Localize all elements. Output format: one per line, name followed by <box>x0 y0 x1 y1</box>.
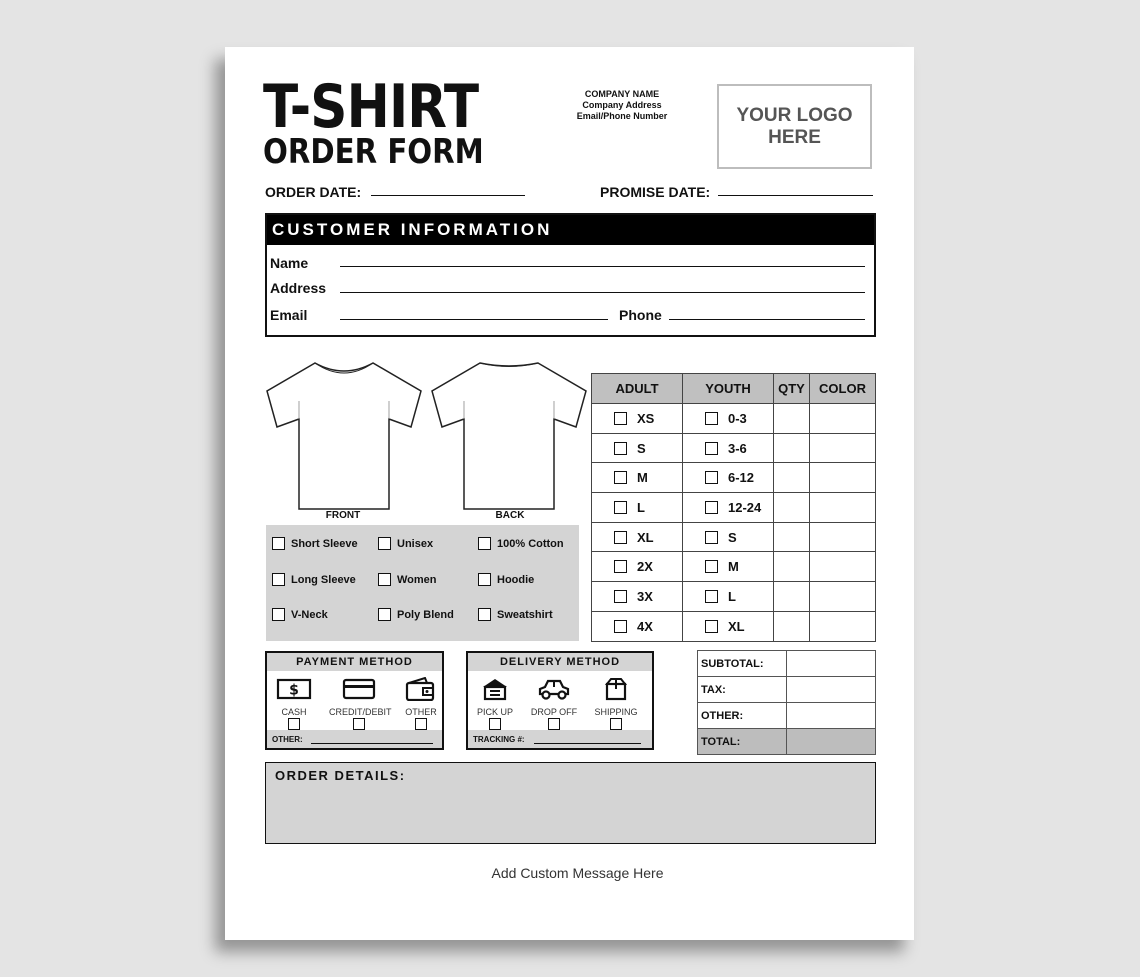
youth-size: 3-6 <box>728 440 747 456</box>
qty-cell[interactable] <box>774 404 810 434</box>
wallet-icon <box>403 677 439 701</box>
qty-cell[interactable] <box>774 611 810 641</box>
youth-size: 0-3 <box>728 410 747 426</box>
credit-card-icon <box>341 677 377 701</box>
checkbox[interactable] <box>272 608 285 621</box>
color-header: COLOR <box>810 374 876 404</box>
total-label: TOTAL: <box>698 729 787 755</box>
checkbox[interactable] <box>272 537 285 550</box>
payment-other-footer <box>267 730 442 748</box>
form-title: T-SHIRT <box>263 72 479 142</box>
email-label: Email <box>270 307 308 323</box>
tax-value[interactable] <box>787 677 876 703</box>
qty-cell[interactable] <box>774 522 810 552</box>
checkbox[interactable] <box>548 718 560 730</box>
checkbox[interactable] <box>610 718 622 730</box>
youth-size: S <box>728 529 737 545</box>
table-row <box>592 433 876 463</box>
tracking-field[interactable] <box>534 743 641 744</box>
delivery-dropoff-label: DROP OFF <box>530 707 578 717</box>
car-icon <box>536 677 572 701</box>
delivery-shipping-label: SHIPPING <box>594 707 638 717</box>
order-date-label: ORDER DATE: <box>265 184 362 200</box>
package-icon <box>598 677 634 701</box>
checkbox[interactable] <box>415 718 427 730</box>
payment-credit-label: CREDIT/DEBIT <box>329 707 392 717</box>
order-details-box[interactable] <box>265 762 876 844</box>
front-label: FRONT <box>325 510 361 521</box>
adult-size: 3X <box>637 588 653 604</box>
table-row <box>698 729 876 755</box>
checkbox[interactable] <box>378 573 391 586</box>
subtotal-value[interactable] <box>787 651 876 677</box>
delivery-pick-up[interactable] <box>465 677 525 735</box>
size-table-header <box>592 374 876 404</box>
order-date-field[interactable] <box>371 195 525 196</box>
table-row <box>592 552 876 582</box>
adult-size: M <box>637 470 648 486</box>
qty-cell[interactable] <box>774 463 810 493</box>
customer-info-section <box>265 213 876 337</box>
youth-size: M <box>728 559 739 575</box>
payment-other[interactable] <box>391 677 451 735</box>
subtotal-label: SUBTOTAL: <box>698 651 787 677</box>
payment-other-field[interactable] <box>311 743 433 744</box>
checkbox[interactable] <box>614 501 627 514</box>
checkbox[interactable] <box>378 608 391 621</box>
table-row <box>592 611 876 641</box>
name-field[interactable] <box>340 266 865 267</box>
checkbox[interactable] <box>705 620 718 633</box>
delivery-shipping[interactable] <box>586 677 646 735</box>
customer-info-heading: CUSTOMER INFORMATION <box>267 215 874 245</box>
option-sweatshirt[interactable]: Sweatshirt <box>478 608 553 621</box>
checkbox[interactable] <box>705 590 718 603</box>
adult-size: S <box>637 440 646 456</box>
tracking-label: TRACKING #: <box>473 735 525 744</box>
payment-other-label: OTHER <box>405 707 437 717</box>
qty-cell[interactable] <box>774 433 810 463</box>
option-long-sleeve[interactable]: Long Sleeve <box>272 573 356 586</box>
cash-icon <box>276 677 312 701</box>
form-subtitle: ORDER FORM <box>263 132 484 172</box>
adult-size: L <box>637 499 645 515</box>
name-label: Name <box>270 255 309 271</box>
table-row <box>698 703 876 729</box>
adult-size: 4X <box>637 618 653 634</box>
checkbox[interactable] <box>353 718 365 730</box>
style-options <box>266 525 579 641</box>
checkbox[interactable] <box>614 471 627 484</box>
checkbox[interactable] <box>378 537 391 550</box>
checkbox[interactable] <box>614 620 627 633</box>
adult-size: 2X <box>637 559 653 575</box>
table-row <box>592 463 876 493</box>
qty-cell[interactable] <box>774 552 810 582</box>
table-row <box>592 493 876 523</box>
delivery-method-box <box>466 651 654 750</box>
order-form-page <box>225 47 914 940</box>
payment-method-box <box>265 651 444 750</box>
promise-date-label: PROMISE DATE: <box>600 184 711 200</box>
company-address: Company Address <box>582 100 662 110</box>
youth-header: YOUTH <box>683 374 774 404</box>
payment-other-foot-label: OTHER: <box>272 735 303 744</box>
color-cell[interactable] <box>810 552 876 582</box>
table-row <box>592 582 876 612</box>
store-icon <box>477 677 513 701</box>
checkbox[interactable] <box>614 442 627 455</box>
checkbox[interactable] <box>705 412 718 425</box>
option-unisex[interactable]: Unisex <box>378 537 433 550</box>
youth-size: XL <box>728 618 745 634</box>
table-row <box>698 677 876 703</box>
option-women[interactable]: Women <box>378 573 437 586</box>
other-value[interactable] <box>787 703 876 729</box>
color-cell[interactable] <box>810 463 876 493</box>
qty-cell[interactable] <box>774 493 810 523</box>
checkbox[interactable] <box>288 718 300 730</box>
tshirt-back-icon <box>430 361 588 513</box>
checkbox[interactable] <box>705 560 718 573</box>
option-poly-blend[interactable]: Poly Blend <box>378 608 454 621</box>
checkbox[interactable] <box>489 718 501 730</box>
order-details-label: ORDER DETAILS: <box>275 768 406 783</box>
checkbox[interactable] <box>705 531 718 544</box>
adult-size: XL <box>637 529 654 545</box>
address-label: Address <box>270 280 327 296</box>
company-info <box>562 89 682 122</box>
adult-size: XS <box>637 410 655 426</box>
tshirt-front-icon <box>265 361 423 513</box>
option-short-sleeve[interactable]: Short Sleeve <box>272 537 358 550</box>
custom-message: Add Custom Message Here <box>491 865 664 881</box>
table-row <box>592 522 876 552</box>
qty-cell[interactable] <box>774 582 810 612</box>
email-field[interactable] <box>340 319 608 320</box>
svg-text:$: $ <box>289 682 299 699</box>
youth-size: 12-24 <box>728 499 762 515</box>
checkbox[interactable] <box>614 560 627 573</box>
size-table <box>591 373 876 642</box>
phone-field[interactable] <box>669 319 865 320</box>
color-cell[interactable] <box>810 404 876 434</box>
adult-header: ADULT <box>592 374 683 404</box>
back-label: BACK <box>495 510 525 521</box>
youth-size: 6-12 <box>728 470 755 486</box>
checkbox[interactable] <box>614 412 627 425</box>
color-cell[interactable] <box>810 522 876 552</box>
checkbox[interactable] <box>478 573 491 586</box>
phone-label: Phone <box>619 307 662 323</box>
color-cell[interactable] <box>810 582 876 612</box>
checkbox[interactable] <box>614 531 627 544</box>
payment-credit-debit[interactable] <box>329 677 392 735</box>
tracking-footer <box>468 730 652 748</box>
delivery-drop-off[interactable] <box>524 677 584 735</box>
company-name: COMPANY NAME <box>584 89 660 99</box>
color-cell[interactable] <box>810 493 876 523</box>
totals-table <box>697 650 876 755</box>
payment-cash-label: CASH <box>281 707 307 717</box>
company-contact: Email/Phone Number <box>576 111 668 121</box>
checkbox[interactable] <box>272 573 285 586</box>
promise-date-field[interactable] <box>718 195 873 196</box>
other-label: OTHER: <box>698 703 787 729</box>
option-v-neck[interactable]: V-Neck <box>272 608 328 621</box>
color-cell[interactable] <box>810 433 876 463</box>
address-field[interactable] <box>340 292 865 293</box>
option-100-cotton[interactable]: 100% Cotton <box>478 537 564 550</box>
checkbox[interactable] <box>705 442 718 455</box>
qty-header: QTY <box>774 374 810 404</box>
color-cell[interactable] <box>810 611 876 641</box>
table-row <box>698 651 876 677</box>
payment-method-heading: PAYMENT METHOD <box>267 653 442 671</box>
checkbox[interactable] <box>614 590 627 603</box>
payment-cash[interactable] <box>264 677 324 735</box>
delivery-pickup-label: PICK UP <box>476 707 513 717</box>
delivery-method-heading: DELIVERY METHOD <box>468 653 652 671</box>
table-row <box>592 404 876 434</box>
checkbox[interactable] <box>478 608 491 621</box>
option-hoodie[interactable]: Hoodie <box>478 573 534 586</box>
total-value[interactable] <box>787 729 876 755</box>
checkbox[interactable] <box>478 537 491 550</box>
checkbox[interactable] <box>705 501 718 514</box>
logo-placeholder: YOUR LOGO HERE <box>717 84 872 169</box>
tax-label: TAX: <box>698 677 787 703</box>
checkbox[interactable] <box>705 471 718 484</box>
youth-size: L <box>728 588 736 604</box>
